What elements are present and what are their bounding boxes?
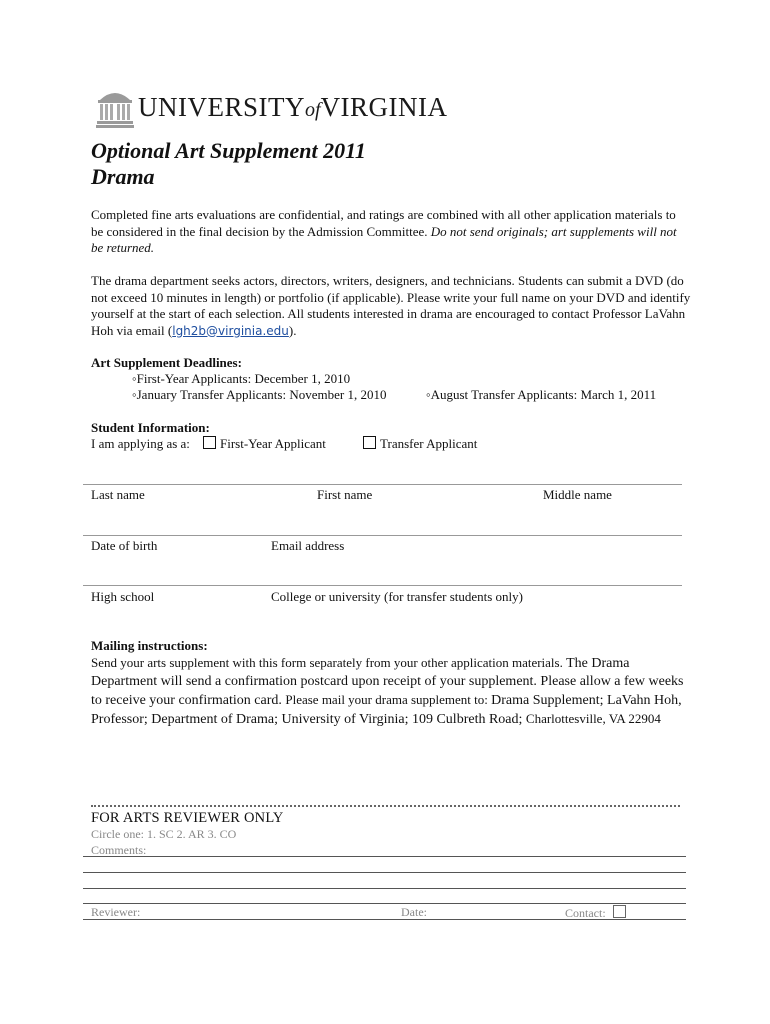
divider-name <box>83 484 682 485</box>
first-year-checkbox[interactable] <box>203 436 216 449</box>
deadline-first-year: ◦First-Year Applicants: December 1, 2010 <box>132 371 351 386</box>
logo-of: of <box>305 99 321 121</box>
mailing-line2-small: Please mail your drama supplement to: <box>285 692 492 707</box>
bottom-line <box>83 919 686 920</box>
email-link[interactable]: lgh2b@virginia.edu <box>172 323 289 338</box>
divider-dob <box>83 535 682 536</box>
applying-as-label: I am applying as a: <box>91 436 190 451</box>
college-label: College or university (for transfer students only) <box>271 589 523 604</box>
university-logo <box>96 84 486 130</box>
contact-checkbox[interactable] <box>613 905 626 918</box>
comments-line-2 <box>83 872 686 873</box>
reviewer-line <box>83 903 686 904</box>
reviewer-label: Reviewer: <box>91 905 141 919</box>
transfer-option-label: Transfer Applicant <box>380 436 478 451</box>
deadline-august: ◦August Transfer Applicants: March 1, 2011 <box>426 387 657 402</box>
dotted-separator <box>91 805 680 807</box>
title-line-1: Optional Art Supplement 2011 <box>91 138 366 163</box>
comments-line-3 <box>83 888 686 889</box>
email-address-label: Email address <box>271 538 345 553</box>
date-label: Date: <box>401 905 427 919</box>
logo-wordmark <box>138 92 448 123</box>
first-year-option-label: First-Year Applicant <box>220 436 326 451</box>
divider-school <box>83 585 682 586</box>
logo-main: UNIVERSITY <box>138 92 305 122</box>
rotunda-icon <box>96 86 134 128</box>
intro-p2-end: ). <box>288 322 297 338</box>
first-year-option[interactable] <box>203 436 326 452</box>
intro-p1-text: Completed fine arts evaluations are confidential, and ratings are combined with all other application materials to be considered in the final decision by the Admission Committee. <box>91 207 676 239</box>
logo-end: VIRGINIA <box>320 92 448 122</box>
deadline-january: ◦January Transfer Applicants: November 1, 2010 <box>132 387 387 402</box>
intro-paragraph-2 <box>91 273 691 339</box>
last-name-label: Last name <box>91 487 145 502</box>
high-school-label: High school <box>91 589 155 604</box>
mailing-instructions <box>91 654 691 729</box>
mailing-city: Charlottesville, VA 22904 <box>525 711 661 726</box>
mailing-line1-small: Send your arts supplement with this form separately from your other application materials. <box>91 655 567 670</box>
intro-p2-text: The drama department seeks actors, directors, writers, designers, and technicians. Students can submit a DVD (do not exceed 10 minutes in length) or portfolio (if applicable). Please write your full name on your DVD and identify yourself at the start of each selection. All students interested in drama are encouraged to contact Professor LaVahn Hoh via email ( <box>91 273 691 338</box>
intro-p1-italic: Do not send originals; art supplements will not be returned. <box>91 223 677 255</box>
contact-label: Contact: <box>565 906 606 920</box>
transfer-option[interactable] <box>363 436 477 452</box>
middle-name-label: Middle name <box>543 487 612 502</box>
page-title <box>91 138 366 190</box>
mailing-heading: Mailing instructions: <box>91 638 208 653</box>
comments-line-1 <box>83 856 686 857</box>
mailing-line2-rest: Drama Supplement; LaVahn Hoh, Professor; Department of Drama; University of Virginia; 109 Culbreth Road; <box>91 693 682 727</box>
transfer-checkbox[interactable] <box>363 436 376 449</box>
student-info-heading: Student Information: <box>91 420 210 435</box>
deadlines-heading: Art Supplement Deadlines: <box>91 355 242 370</box>
first-name-label: First name <box>317 487 373 502</box>
intro-paragraph-1 <box>91 207 691 257</box>
dob-label: Date of birth <box>91 538 158 553</box>
reviewer-heading: FOR ARTS REVIEWER ONLY <box>91 810 284 826</box>
comments-label: Comments: <box>91 843 147 857</box>
title-line-2: Drama <box>91 164 155 189</box>
circle-one-label: Circle one: 1. SC 2. AR 3. CO <box>91 827 237 841</box>
mailing-line1-rest: The Drama Department will send a confirmation postcard upon receipt of your supplement. Please allow a few weeks to receive your confirmation card. <box>91 656 684 708</box>
